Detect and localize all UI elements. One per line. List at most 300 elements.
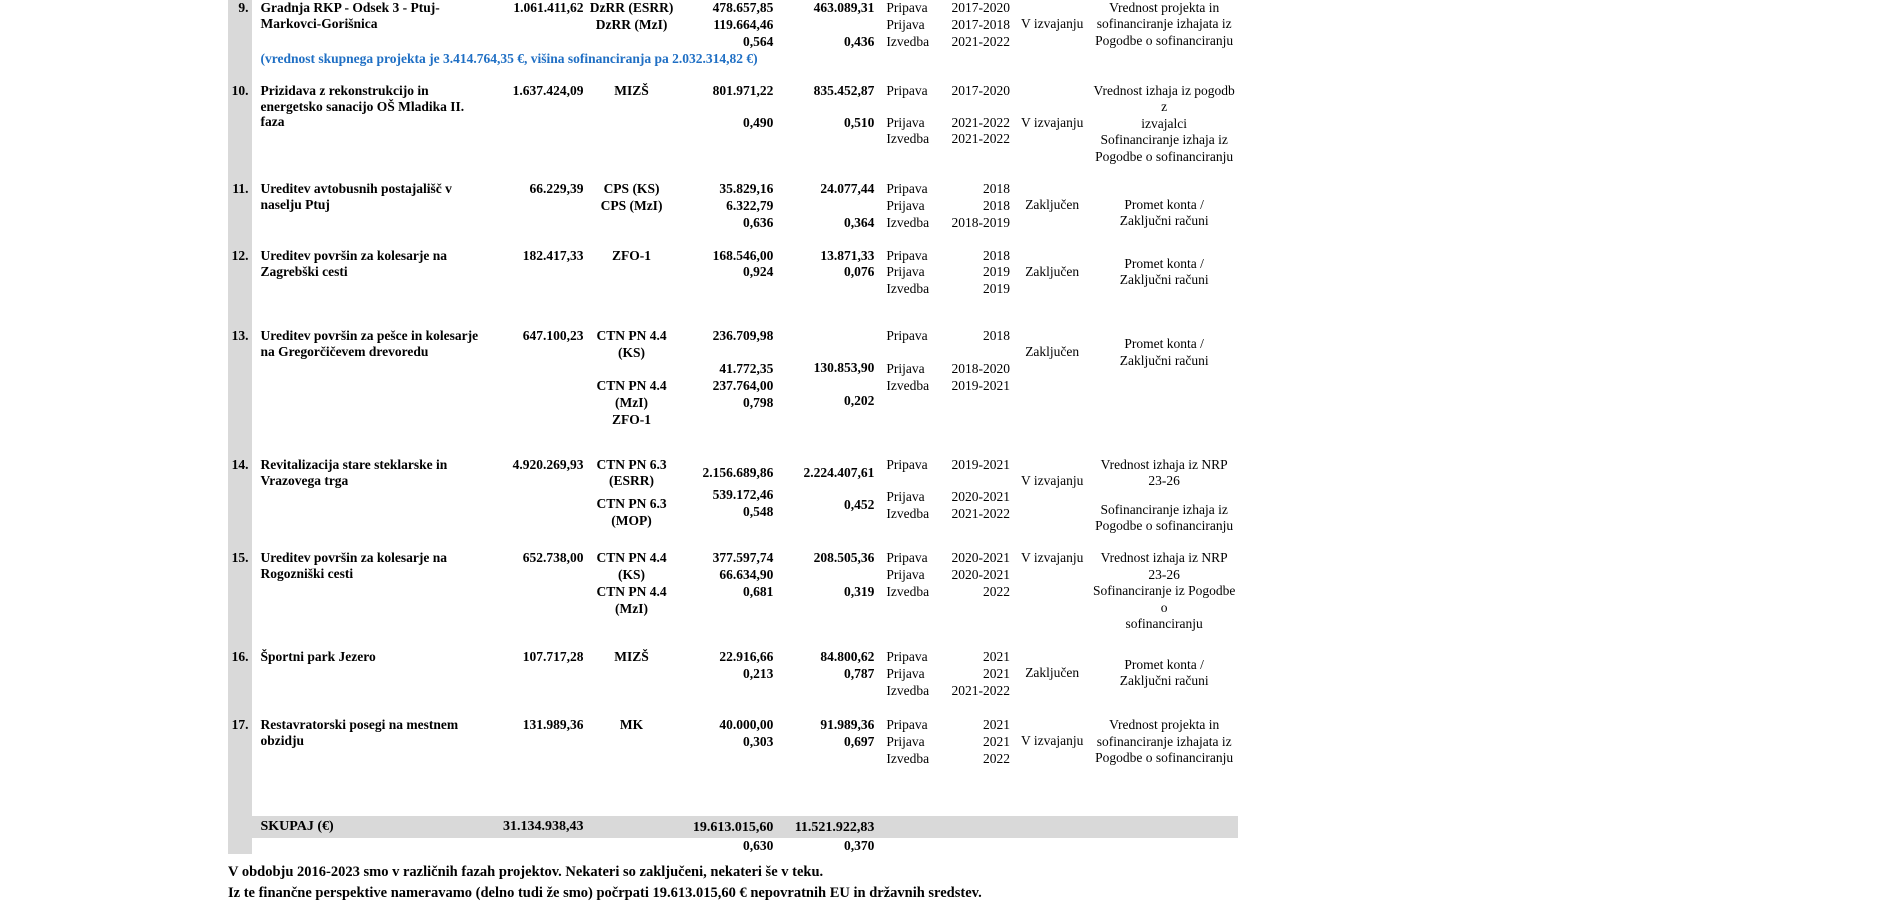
row-own xyxy=(779,0,880,51)
phase-line: Izvedba xyxy=(886,131,930,147)
total-share-phase-empty xyxy=(880,838,948,855)
year-line: 2021-2022 xyxy=(951,682,1011,698)
phase-line: Pripava xyxy=(886,180,928,196)
row-number: 11. xyxy=(228,181,252,232)
note-line: Pogodbe o sofinanciranju xyxy=(1095,148,1234,164)
row-years xyxy=(948,181,1014,232)
row-source xyxy=(588,83,676,165)
year-line: 2021-2022 xyxy=(951,506,1011,522)
row-note xyxy=(1090,0,1238,51)
source-line: DzRR (MzI) xyxy=(595,16,668,32)
table-row xyxy=(228,550,1238,632)
row-spacer xyxy=(228,298,1238,328)
source-line: CTN PN 4.4 (MzI) xyxy=(596,584,667,617)
status-badge: V izvajanju xyxy=(1021,472,1084,488)
own-line: 13.871,33 xyxy=(820,247,875,263)
total-label: SKUPAJ (€) xyxy=(252,816,483,838)
eu-line: 40.000,00 xyxy=(719,717,774,733)
own-share: 0,452 xyxy=(844,497,875,513)
footer-line-1: V obdobju 2016-2023 smo v različnih fazah projektov. Nekateri so zaključeni, nekateri še v teku. xyxy=(228,864,824,880)
own-share: 0,202 xyxy=(844,393,875,409)
own-share: 0,436 xyxy=(844,33,875,49)
row-eu xyxy=(675,717,779,768)
total-source-empty xyxy=(588,816,676,838)
total-value: 31.134.938,43 xyxy=(483,816,587,838)
row-own xyxy=(779,328,880,428)
phase-line: Pripava xyxy=(886,550,928,566)
status-badge: V izvajanju xyxy=(1021,733,1084,749)
note-line: sofinanciranje izhajata iz xyxy=(1096,16,1232,32)
eu-line: 22.916,66 xyxy=(719,648,774,664)
note-line: Zaključni računi xyxy=(1119,352,1209,368)
row-years xyxy=(948,328,1014,428)
row-value: 4.920.269,93 xyxy=(512,456,584,472)
status-badge: V izvajanju xyxy=(1021,114,1084,130)
row-source xyxy=(588,550,676,632)
source-line: CPS (KS) xyxy=(603,180,660,196)
year-line: 2022 xyxy=(983,751,1011,767)
total-gutter xyxy=(228,816,252,838)
row-years xyxy=(948,717,1014,768)
row-phases xyxy=(880,717,948,768)
row-own xyxy=(779,181,880,232)
year-line: 2020-2021 xyxy=(951,567,1011,583)
phase-line: Prijava xyxy=(886,16,925,32)
row-project-name: Športni park Jezero xyxy=(260,648,376,664)
row-status xyxy=(1014,328,1090,428)
note-line: Pogodbe o sofinanciranju xyxy=(1095,32,1234,48)
blue-note: (vrednost skupnega projekta je 3.414.764,35 €, višina sofinanciranja pa 2.032.314,82 €) xyxy=(260,50,758,66)
own-line: 208.505,36 xyxy=(813,550,875,566)
eu-share: 0,636 xyxy=(743,214,774,230)
phase-line: Pripava xyxy=(886,648,928,664)
row-number: 12. xyxy=(228,248,252,299)
own-share: 0,510 xyxy=(844,114,875,130)
table-row xyxy=(228,181,1238,232)
projects-table xyxy=(228,0,1238,854)
row-own xyxy=(779,248,880,299)
row-project-name: Ureditev površin za kolesarje na Zagrebški cesti xyxy=(260,247,447,279)
phase-line: Pripava xyxy=(886,0,928,15)
row-eu xyxy=(675,181,779,232)
note-line: Zaključni računi xyxy=(1119,213,1209,229)
row-number: 10. xyxy=(228,83,252,165)
phase-line: Pripava xyxy=(886,82,928,98)
eu-share: 0,303 xyxy=(743,734,774,750)
total-note-empty xyxy=(1090,816,1238,838)
own-gap xyxy=(779,377,874,393)
total-years-empty xyxy=(948,816,1014,838)
phase-line: Pripava xyxy=(886,328,928,344)
total-own: 11.521.922,83 xyxy=(779,816,880,838)
row-own xyxy=(779,717,880,768)
eu-share: 0,548 xyxy=(743,504,774,520)
row-years xyxy=(948,83,1014,165)
row-project-name: Ureditev površin za pešce in kolesarje na Gregorčičevem drevoredu xyxy=(260,328,479,360)
year-line: 2020-2021 xyxy=(951,550,1011,566)
row-note xyxy=(1090,83,1238,165)
row-eu xyxy=(675,550,779,632)
row-status xyxy=(1014,550,1090,632)
row-eu xyxy=(675,328,779,428)
eu-line: 377.597,74 xyxy=(712,550,774,566)
row-status xyxy=(1014,717,1090,768)
own-share: 0,364 xyxy=(844,214,875,230)
phase-line: Izvedba xyxy=(886,214,930,230)
row-status xyxy=(1014,649,1090,700)
row-phases xyxy=(880,649,948,700)
year-line: 2017-2020 xyxy=(951,82,1011,98)
total-share-value-empty xyxy=(483,838,587,855)
eu-line: 2.156.689,86 xyxy=(702,464,774,480)
spacer-gutter xyxy=(228,232,252,248)
total-status-empty xyxy=(1014,816,1090,838)
spacer-cell xyxy=(252,534,1238,550)
row-project-name: Restavratorski posegi na mestnem obzidju xyxy=(260,717,459,749)
year-line: 2018 xyxy=(983,197,1011,213)
total-eu-share: 0,630 xyxy=(675,838,779,855)
eu-line: 237.764,00 xyxy=(712,377,774,393)
note-line: Vrednost projekta in xyxy=(1109,717,1220,733)
row-eu xyxy=(675,83,779,165)
row-value: 647.100,23 xyxy=(522,328,584,344)
year-line: 2017-2018 xyxy=(951,16,1011,32)
year-line: 2021-2022 xyxy=(951,114,1011,130)
phase-line: Izvedba xyxy=(886,751,930,767)
note-line: Sofinanciranje izhaja iz xyxy=(1100,501,1228,517)
phase-line: Prijava xyxy=(886,734,925,750)
total-share-source-empty xyxy=(588,838,676,855)
source-line: MIZŠ xyxy=(614,648,649,664)
source-line: CTN PN 4.4 (KS) xyxy=(596,550,667,583)
year-line: 2019-2021 xyxy=(951,456,1011,472)
eu-line: 801.971,22 xyxy=(712,82,774,98)
eu-share: 0,490 xyxy=(743,114,774,130)
eu-share: 0,924 xyxy=(743,264,774,280)
phase-line: Prijava xyxy=(886,665,925,681)
row-source xyxy=(588,0,676,51)
row-years xyxy=(948,550,1014,632)
row-note xyxy=(1090,649,1238,700)
year-line: 2021-2022 xyxy=(951,33,1011,49)
row-own xyxy=(779,550,880,632)
total-own-share: 0,370 xyxy=(779,838,880,855)
status-badge: Zaključen xyxy=(1025,196,1080,212)
eu-line: 478.657,85 xyxy=(712,0,774,15)
year-line: 2018 xyxy=(983,180,1011,196)
year-line: 2021 xyxy=(983,734,1011,750)
status-badge: Zaključen xyxy=(1025,344,1080,360)
table-row-subnote xyxy=(228,51,1238,67)
own-line: 91.989,36 xyxy=(820,717,875,733)
note-line: sofinanciranje izhajata iz xyxy=(1096,733,1232,749)
row-note xyxy=(1090,550,1238,632)
spacer-gutter xyxy=(228,699,252,717)
phase-line: Izvedba xyxy=(886,281,930,297)
row-phases xyxy=(880,248,948,299)
row-number: 14. xyxy=(228,457,252,535)
row-value: 1.637.424,09 xyxy=(512,82,584,98)
row-status xyxy=(1014,0,1090,51)
row-number: 15. xyxy=(228,550,252,632)
row-years xyxy=(948,457,1014,535)
total-eu: 19.613.015,60 xyxy=(675,816,779,838)
row-own xyxy=(779,83,880,165)
phase-line: Prijava xyxy=(886,361,925,377)
row-value: 107.717,28 xyxy=(522,648,584,664)
row-source xyxy=(588,717,676,768)
row-eu xyxy=(675,457,779,535)
row-phases xyxy=(880,181,948,232)
status-badge: V izvajanju xyxy=(1021,550,1084,566)
phase-line: Izvedba xyxy=(886,377,930,393)
source-line: CPS (MzI) xyxy=(600,197,663,213)
eu-share: 0,213 xyxy=(743,665,774,681)
phase-line: Prijava xyxy=(886,567,925,583)
row-number-empty xyxy=(228,51,252,67)
eu-line: 539.172,46 xyxy=(712,487,774,503)
row-value: 131.989,36 xyxy=(522,717,584,733)
year-line: 2019 xyxy=(983,281,1011,297)
row-spacer xyxy=(228,165,1238,181)
phase-line: Pripava xyxy=(886,456,928,472)
row-spacer xyxy=(228,429,1238,457)
phase-line: Pripava xyxy=(886,717,928,733)
row-status xyxy=(1014,457,1090,535)
row-own xyxy=(779,457,880,535)
row-eu xyxy=(675,0,779,51)
phase-line: Izvedba xyxy=(886,584,930,600)
source-line: MIZŠ xyxy=(614,82,649,98)
note-line: Zaključni računi xyxy=(1119,673,1209,689)
year-line: 2018 xyxy=(983,247,1011,263)
status-badge: V izvajanju xyxy=(1021,16,1084,31)
own-line: 84.800,62 xyxy=(820,648,875,664)
row-phases xyxy=(880,550,948,632)
total-share-row xyxy=(228,838,1238,855)
source-line: ZFO-1 xyxy=(612,411,652,427)
phase-line: Izvedba xyxy=(886,33,930,49)
phase-line: Pripava xyxy=(886,247,928,263)
note-line: Vrednost izhaja iz pogodb z xyxy=(1093,82,1235,115)
row-phases xyxy=(880,83,948,165)
year-line: 2021 xyxy=(983,648,1011,664)
year-line: 2018-2019 xyxy=(951,214,1011,230)
eu-share: 0,564 xyxy=(743,33,774,49)
own-share: 0,787 xyxy=(844,665,875,681)
table-row xyxy=(228,457,1238,535)
note-line: Promet konta / xyxy=(1124,336,1204,352)
note-gap xyxy=(1090,490,1238,502)
spacer-cell xyxy=(252,768,1238,816)
eu-line: 236.709,98 xyxy=(712,328,774,344)
row-project-name: Ureditev površin za kolesarje na Rogozniški cesti xyxy=(260,550,447,582)
table-row xyxy=(228,248,1238,299)
source-line: CTN PN 4.4 (KS) xyxy=(596,328,667,361)
spacer-gutter xyxy=(228,67,252,83)
row-number: 16. xyxy=(228,649,252,700)
note-line: Vrednost izhaja iz NRP 23-26 xyxy=(1100,550,1228,582)
row-note xyxy=(1090,717,1238,768)
row-source xyxy=(588,328,676,428)
year-line: 2021 xyxy=(983,717,1011,733)
spacer-cell xyxy=(252,699,1238,717)
row-source xyxy=(588,248,676,299)
row-phases xyxy=(880,328,948,428)
own-line: 130.853,90 xyxy=(813,360,875,376)
note-line: Promet konta / xyxy=(1124,656,1204,672)
row-years xyxy=(948,248,1014,299)
footer-text xyxy=(228,862,1428,904)
note-line: Promet konta / xyxy=(1124,255,1204,271)
row-status xyxy=(1014,248,1090,299)
source-line: DzRR (ESRR) xyxy=(589,0,674,15)
own-share: 0,319 xyxy=(844,584,875,600)
status-badge: Zaključen xyxy=(1025,263,1080,279)
source-gap xyxy=(588,362,676,378)
spacer-gutter xyxy=(228,534,252,550)
year-line: 2017-2020 xyxy=(951,0,1011,15)
note-line: Vrednost projekta in xyxy=(1109,0,1220,15)
eu-line: 66.634,90 xyxy=(719,567,774,583)
own-gap xyxy=(779,481,874,497)
row-note xyxy=(1090,328,1238,428)
row-note xyxy=(1090,457,1238,535)
year-line: 2019 xyxy=(983,264,1011,280)
note-line: Zaključni računi xyxy=(1119,272,1209,288)
spacer-cell xyxy=(252,67,1238,83)
own-line: 835.452,87 xyxy=(813,82,875,98)
own-line-empty xyxy=(779,17,874,34)
spacer-cell xyxy=(252,298,1238,328)
row-spacer xyxy=(228,67,1238,83)
spacer-cell xyxy=(252,232,1238,248)
spacer-gutter xyxy=(228,298,252,328)
eu-line: 6.322,79 xyxy=(726,197,774,213)
eu-line: 168.546,00 xyxy=(712,247,774,263)
own-line: 2.224.407,61 xyxy=(803,464,875,480)
source-line: MK xyxy=(619,717,644,733)
row-number: 9. xyxy=(228,0,252,51)
spacer-gutter xyxy=(228,165,252,181)
total-row xyxy=(228,816,1238,838)
total-share-label-empty xyxy=(252,838,483,855)
phase-line: Izvedba xyxy=(886,506,930,522)
footer-line-2: Iz te finančne perspektive nameravamo (delno tudi že smo) počrpati 19.613.015,60 € nepovratnih EU in državnih sredstev. xyxy=(228,885,982,902)
phase-line: Izvedba xyxy=(886,682,930,698)
blue-note-cell xyxy=(252,51,1238,67)
row-value: 182.417,33 xyxy=(522,247,584,263)
year-line: 2022 xyxy=(983,584,1011,600)
row-status xyxy=(1014,181,1090,232)
note-line: Pogodbe o sofinanciranju xyxy=(1095,750,1234,766)
total-share-status-empty xyxy=(1014,838,1090,855)
own-share: 0,697 xyxy=(844,734,875,750)
eu-share: 0,681 xyxy=(743,584,774,600)
year-line: 2021 xyxy=(983,665,1011,681)
row-number: 13. xyxy=(228,328,252,428)
phase-line: Prijava xyxy=(886,197,925,213)
table-row xyxy=(228,717,1238,768)
row-project-name: Revitalizacija stare steklarske in Vrazovega trga xyxy=(260,456,448,488)
year-line: 2019-2021 xyxy=(951,377,1011,393)
source-line: ZFO-1 xyxy=(612,247,652,263)
own-share: 0,076 xyxy=(844,264,875,280)
note-line: sofinanciranju xyxy=(1125,616,1203,632)
note-line: Sofinanciranje izhaja iz xyxy=(1100,132,1228,148)
own-line-empty xyxy=(779,198,874,215)
row-project-name: Gradnja RKP - Odsek 3 - Ptuj-Markovci-Gorišnica xyxy=(260,0,440,31)
year-line: 2018 xyxy=(983,328,1011,344)
phase-line: Prijava xyxy=(886,489,925,505)
row-spacer xyxy=(228,633,1238,649)
phase-line: Prijava xyxy=(886,264,925,280)
table-row xyxy=(228,0,1238,51)
note-line: Vrednost izhaja iz NRP 23-26 xyxy=(1100,456,1228,489)
row-eu xyxy=(675,248,779,299)
row-project-name: Ureditev avtobusnih postajališč v naselju Ptuj xyxy=(260,180,452,212)
table-row xyxy=(228,328,1238,428)
row-value: 652.738,00 xyxy=(522,550,584,566)
source-line: CTN PN 6.3 (MOP) xyxy=(596,496,667,529)
year-line: 2021-2022 xyxy=(951,131,1011,147)
row-value: 1.061.411,62 xyxy=(513,0,584,15)
row-number: 17. xyxy=(228,717,252,768)
total-share-gutter xyxy=(228,838,252,855)
row-note xyxy=(1090,248,1238,299)
row-own xyxy=(779,649,880,700)
row-source xyxy=(588,457,676,535)
row-source xyxy=(588,181,676,232)
row-phases xyxy=(880,457,948,535)
eu-line: 119.664,46 xyxy=(713,16,774,32)
row-note xyxy=(1090,181,1238,232)
spacer-cell xyxy=(252,429,1238,457)
row-value: 66.229,39 xyxy=(529,180,584,196)
row-source xyxy=(588,649,676,700)
row-spacer xyxy=(228,768,1238,816)
spacer-gutter xyxy=(228,429,252,457)
source-line: CTN PN 6.3 (ESRR) xyxy=(596,456,667,489)
own-line-empty xyxy=(779,567,874,584)
spacer-cell xyxy=(252,165,1238,181)
note-line: Promet konta / xyxy=(1124,196,1204,212)
note-line: izvajalci xyxy=(1141,115,1188,131)
own-line: 24.077,44 xyxy=(820,180,875,196)
source-line: CTN PN 4.4 (MzI) xyxy=(596,377,667,410)
row-phases xyxy=(880,0,948,51)
own-gap xyxy=(779,328,874,344)
row-project-name: Prizidava z rekonstrukcijo in energetsko sanacijo OŠ Mladika II. faza xyxy=(260,82,465,130)
table-row xyxy=(228,83,1238,165)
note-line: Pogodbe o sofinanciranju xyxy=(1095,518,1234,533)
row-spacer xyxy=(228,699,1238,717)
total-phase-empty xyxy=(880,816,948,838)
eu-line: 41.772,35 xyxy=(719,361,774,377)
eu-line: 35.829,16 xyxy=(719,180,774,196)
table-row xyxy=(228,649,1238,700)
status-badge: Zaključen xyxy=(1025,664,1080,680)
row-eu xyxy=(675,649,779,700)
phase-line: Prijava xyxy=(886,114,925,130)
spacer-cell xyxy=(252,633,1238,649)
year-line: 2020-2021 xyxy=(951,489,1011,505)
row-status xyxy=(1014,83,1090,165)
total-share-note-empty xyxy=(1090,838,1238,855)
row-spacer xyxy=(228,232,1238,248)
row-years xyxy=(948,649,1014,700)
eu-share: 0,798 xyxy=(743,394,774,410)
